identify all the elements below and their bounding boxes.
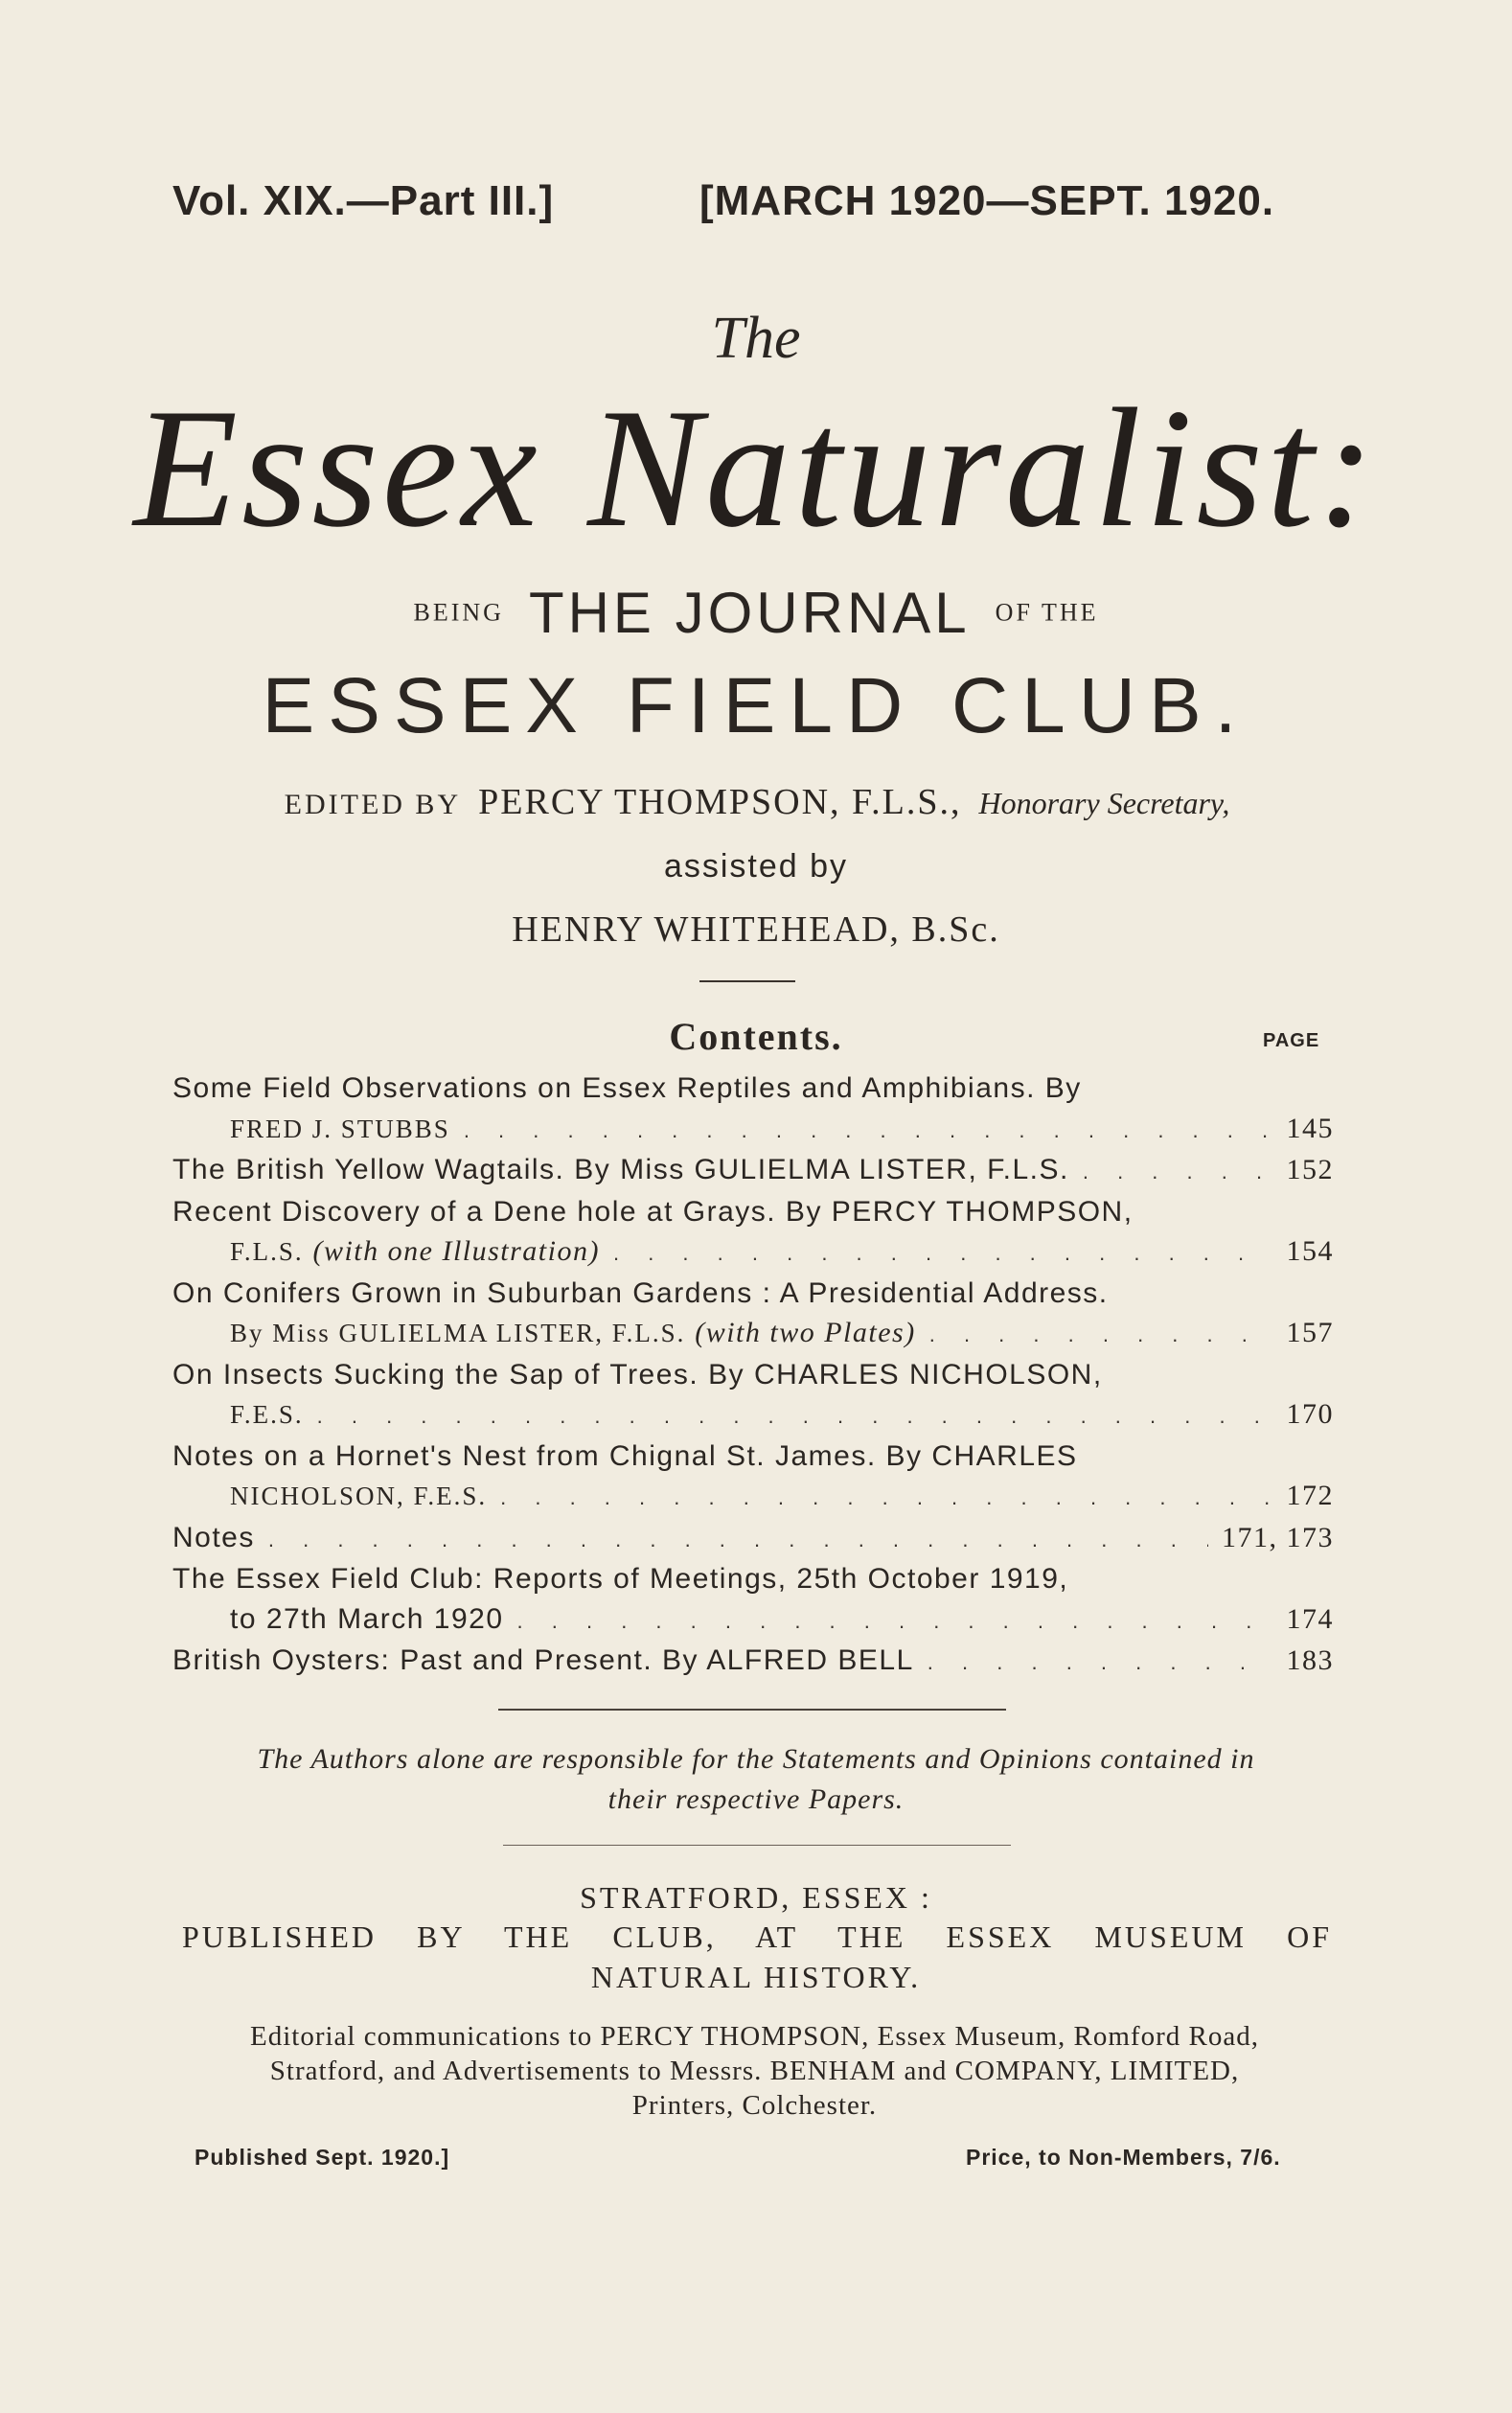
dot-leader	[317, 1396, 1273, 1436]
toc-entry	[172, 1436, 1334, 1518]
disclaimer-line: The Authors alone are responsible for the Statements and Opinions contained in	[257, 1743, 1255, 1775]
page-column-label: PAGE	[1263, 1030, 1320, 1051]
toc-entry-page: 145	[1286, 1112, 1334, 1144]
toc-entry-author: By Miss GULIELMA LISTER, F.L.S.	[230, 1319, 686, 1347]
editorial-line: Editorial communications to PERCY THOMPSON, Essex Museum, Romford Road,	[250, 2021, 1259, 2052]
toc-entry-page: 171, 173	[1222, 1521, 1334, 1553]
toc-entry-page: 183	[1286, 1644, 1334, 1676]
toc-entry-author: FRED J. STUBBS	[230, 1114, 450, 1143]
editor-name: PERCY THOMPSON, F.L.S.,	[478, 782, 962, 822]
toc-entry-title: British Oysters: Past and Present. By ALFRED BELL	[172, 1644, 914, 1676]
title-article: The	[711, 306, 801, 371]
club-name: ESSEX FIELD CLUB.	[262, 662, 1250, 749]
editorial-notice	[172, 2019, 1337, 2123]
dot-leader	[1083, 1152, 1273, 1192]
price-note: Price, to Non-Members, 7/6.	[966, 2145, 1281, 2170]
toc-entry-author: F.L.S.	[230, 1237, 304, 1266]
toc-entry-page: 154	[1286, 1235, 1334, 1267]
toc-entry-subtitle: to 27th March 1920	[230, 1602, 504, 1635]
subtitle-journal: THE JOURNAL	[528, 581, 971, 645]
toc-entry	[172, 1641, 1334, 1683]
journal-title: Essex Naturalist:	[133, 373, 1379, 563]
toc-entry	[172, 1559, 1334, 1641]
toc-entry-title: The British Yellow Wagtails. By Miss GULIELMA LISTER, F.L.S.	[172, 1154, 1069, 1185]
toc-entry	[172, 1518, 1334, 1560]
subtitle-of-the: OF THE	[995, 598, 1099, 627]
assistant-editor: HENRY WHITEHEAD, B.Sc.	[512, 909, 1000, 950]
dot-leader	[929, 1315, 1273, 1355]
publisher-place: STRATFORD, ESSEX :	[580, 1880, 932, 1915]
toc-entry-page: 172	[1286, 1480, 1334, 1511]
dot-leader	[500, 1478, 1272, 1518]
dot-leader	[517, 1601, 1273, 1642]
volume-line	[172, 177, 1332, 235]
publisher-line: PUBLISHED BY THE CLUB, AT THE ESSEX MUSEUM OF	[182, 1919, 1332, 1954]
subtitle-being: BEING	[413, 598, 504, 627]
toc-entry-note: (with one Illustration)	[312, 1235, 600, 1267]
authors-disclaimer	[172, 1739, 1340, 1820]
toc-entry-page: 152	[1286, 1154, 1334, 1185]
toc-entry	[172, 1069, 1334, 1150]
disclaimer-line: their respective Papers.	[607, 1783, 905, 1815]
dot-leader	[464, 1111, 1273, 1151]
publisher-museum: NATURAL HISTORY.	[590, 1960, 922, 1994]
dot-leader	[928, 1643, 1273, 1683]
editorial-line: Stratford, and Advertisements to Messrs. BENHAM and COMPANY, LIMITED,	[269, 2056, 1240, 2086]
toc-entry-author: NICHOLSON, F.E.S.	[230, 1482, 488, 1510]
volume-number: Vol. XIX.—Part III.]	[172, 177, 555, 224]
contents-heading: Contents.	[669, 1015, 843, 1058]
toc-entry-page: 157	[1286, 1317, 1334, 1348]
divider-thin	[503, 1845, 1011, 1846]
toc-entry	[172, 1355, 1334, 1436]
edited-by-label: EDITED BY	[284, 789, 462, 820]
toc-entry-title: Some Field Observations on Essex Reptiles and Amphibians. By	[172, 1072, 1082, 1104]
toc-entry-page: 174	[1286, 1602, 1334, 1635]
toc-entry-title: On Insects Sucking the Sap of Trees. By CHARLES NICHOLSON,	[172, 1358, 1103, 1390]
toc-entry-page: 170	[1286, 1398, 1334, 1430]
toc-entry-title: Recent Discovery of a Dene hole at Grays. By PERCY THOMPSON,	[172, 1195, 1134, 1228]
toc-entry-title: The Essex Field Club: Reports of Meetings, 25th October 1919,	[172, 1563, 1069, 1595]
assisted-by-label: assisted by	[663, 848, 849, 885]
toc-entry	[172, 1192, 1334, 1274]
toc-entry-note: (with two Plates)	[695, 1317, 916, 1348]
dot-leader	[613, 1233, 1273, 1274]
table-of-contents	[172, 1069, 1334, 1683]
dot-leader	[268, 1520, 1208, 1560]
editor-role: Honorary Secretary,	[978, 786, 1230, 820]
toc-entry-title: Notes on a Hornet's Nest from Chignal St. James. By CHARLES	[172, 1439, 1078, 1472]
issue-dates: [MARCH 1920—SEPT. 1920.	[699, 177, 1275, 224]
editorial-line: Printers, Colchester.	[631, 2090, 878, 2121]
toc-entry	[172, 1274, 1334, 1355]
subtitle-journal-line	[0, 580, 1512, 646]
publication-date: Published Sept. 1920.]	[195, 2145, 450, 2170]
divider-short	[699, 980, 795, 982]
toc-entry	[172, 1150, 1334, 1192]
toc-entry-title: On Conifers Grown in Suburban Gardens : A Presidential Address.	[172, 1276, 1109, 1309]
editor-line	[172, 781, 1341, 823]
toc-entry-title: Notes	[172, 1521, 255, 1553]
toc-entry-author: F.E.S.	[230, 1400, 304, 1429]
divider-long	[498, 1709, 1006, 1711]
